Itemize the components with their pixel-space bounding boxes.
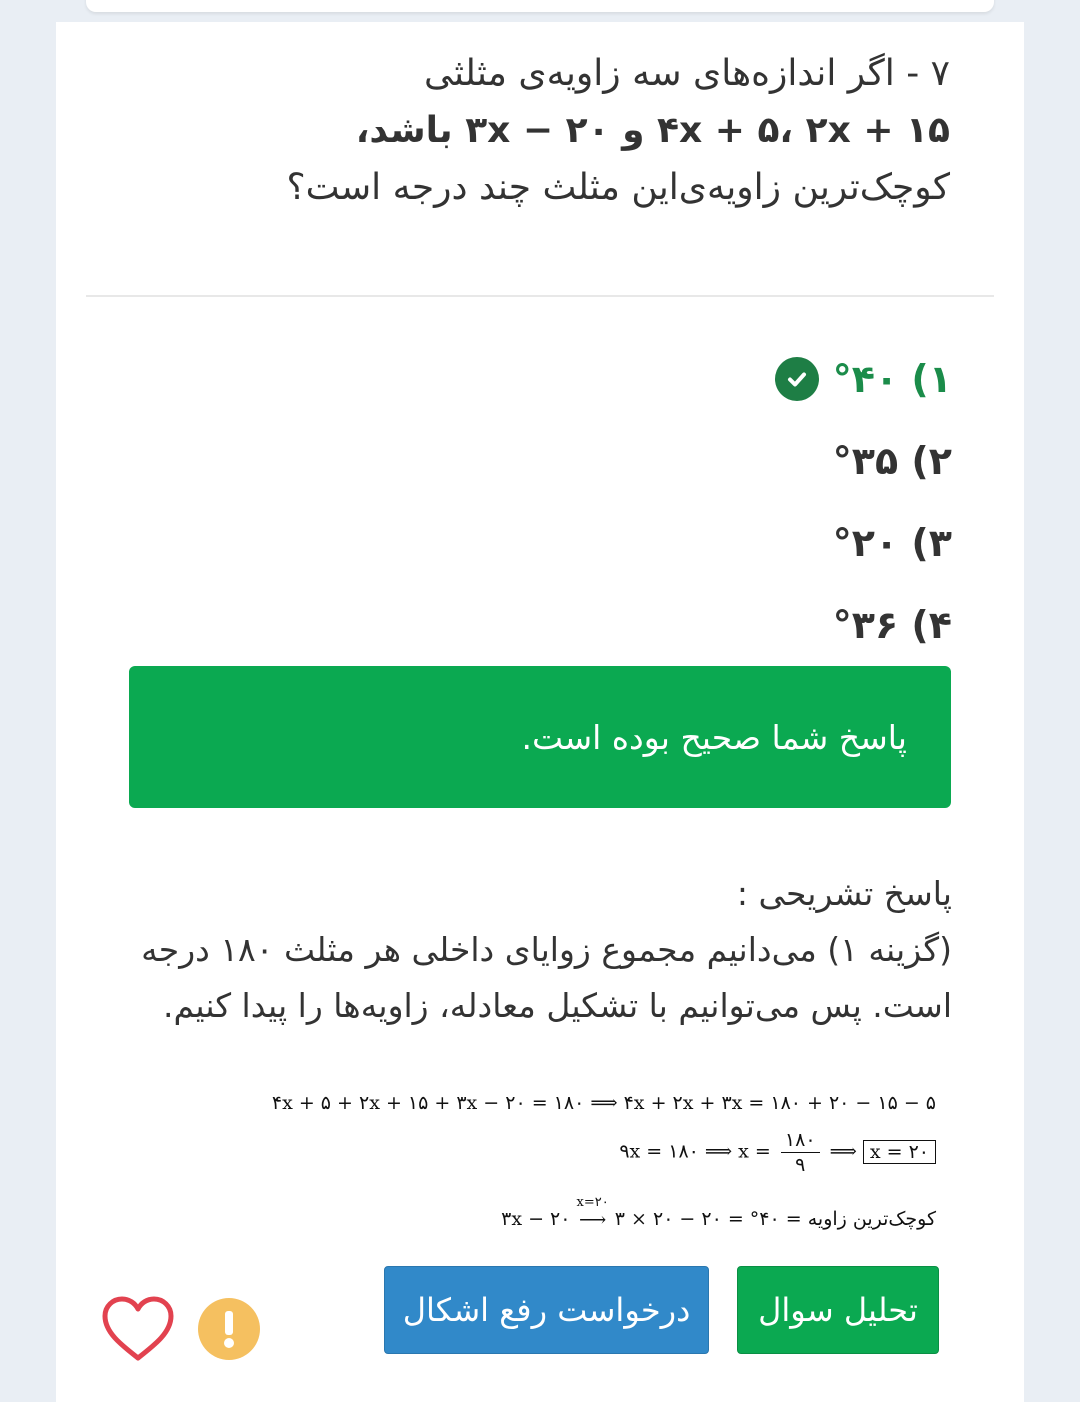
formula-line-1 [150,1092,936,1114]
explanation [132,866,952,1034]
question-text [130,48,950,214]
formula-line-2 [150,1128,936,1177]
option-2[interactable] [775,420,952,502]
formula-line-3-start: کوچک‌ترین زاویه = ۳x − ۲۰ [501,1208,936,1230]
fraction-denominator: ۹ [795,1154,806,1176]
option-4[interactable] [775,584,952,666]
substitution-label: x=۲۰ [576,1195,609,1210]
explanation-body: (گزینه ۱) می‌دانیم مجموع زوایای داخلی هر مثلث ۱۸۰ درجه است. پس می‌توانیم با تشکیل معادله، زاویه‌ها را پیدا کنیم. [141,930,952,1025]
result-message: پاسخ شما صحیح بوده است. [521,717,907,757]
option-1-label: ۱) °۴۰ [832,357,952,401]
question-line-3: کوچک‌ترین زاویه‌ی‌این مثلث چند درجه است؟ [286,167,950,208]
check-circle-icon [775,357,819,401]
option-1[interactable] [775,338,952,420]
formula-line-3-end: ۳ × ۲۰ − ۲۰ = °۴۰ [614,1208,780,1230]
option-4-label: ۴) °۳۶ [832,603,952,647]
exclamation-icon [221,1309,237,1349]
question-line-1: ۷ - اگر اندازه‌های سه زاویه‌ی مثلثی [424,53,950,94]
fraction-numerator: ۱۸۰ [781,1128,820,1153]
explanation-heading: پاسخ تشریحی : [736,874,952,913]
report-icon[interactable] [198,1298,260,1360]
result-banner [129,666,951,808]
formula-boxed-result: x = ۲۰ [863,1140,936,1164]
previous-card-bottom [86,0,994,12]
formula-line-2-start: ۹x = ۱۸۰ ⟹ x = [619,1140,771,1163]
heart-icon[interactable] [100,1294,176,1364]
option-3-label: ۳) °۲۰ [832,521,952,565]
options-list [775,338,952,666]
option-2-label: ۲) °۳۵ [832,439,952,483]
formula-line-3 [150,1196,936,1230]
formula-line-1-text: ۴x + ۵ + ۲x + ۱۵ + ۳x − ۲۰ = ۱۸۰ ⟹ ۴x + ۲x + ۳x = ۱۸۰ + ۲۰ − ۱۵ − ۵ [271,1092,936,1114]
formula-fraction [781,1128,820,1177]
implies-arrow: ⟹ [829,1140,857,1163]
substitution-arrow [577,1196,609,1230]
question-line-2: ۴x + ۵، ۲x + ۱۵ و ۳x − ۲۰ باشد، [355,110,950,151]
analyze-question-button[interactable]: تحلیل سوال [737,1266,939,1354]
request-help-button[interactable]: درخواست رفع اشکال [384,1266,709,1354]
divider [86,295,994,297]
long-arrow-icon: ⟶ [579,1209,607,1231]
option-3[interactable] [775,502,952,584]
